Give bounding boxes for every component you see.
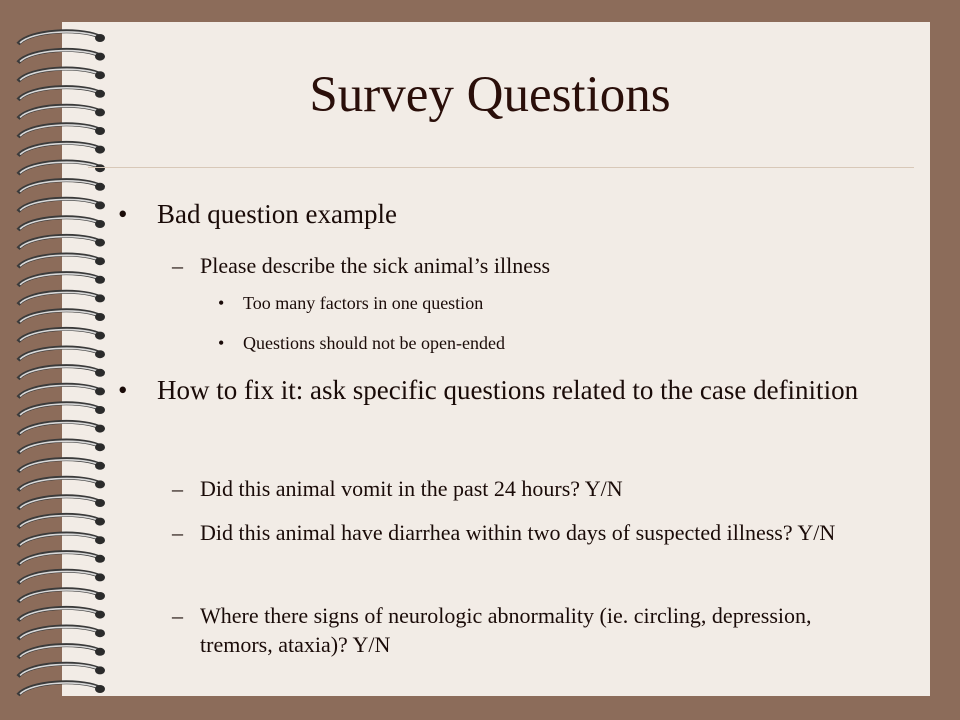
dash-marker: –: [172, 253, 183, 278]
binding-hole: [95, 332, 105, 340]
small-bullet-marker: •: [218, 293, 225, 313]
binding-hole: [95, 406, 105, 414]
binding-hole: [95, 294, 105, 302]
binding-hole: [95, 592, 105, 600]
sub-sub-bullet-not-open-ended: Questions should not be open-ended: [243, 333, 505, 353]
page-title: Survey Questions: [309, 67, 671, 123]
binding-hole: [95, 499, 105, 507]
bullet-marker: •: [118, 375, 128, 405]
binding-hole: [95, 34, 105, 42]
binding-hole: [95, 518, 105, 526]
title-divider: [88, 167, 914, 168]
binding-hole: [95, 611, 105, 619]
binding-hole: [95, 443, 105, 451]
binding-hole: [95, 164, 105, 172]
binding-hole: [95, 276, 105, 284]
binding-hole: [95, 685, 105, 693]
binding-hole: [95, 666, 105, 674]
binding-hole: [95, 648, 105, 656]
sub-bullet-diarrhea-question: Did this animal have diarrhea within two days of suspected illness? Y/N: [200, 520, 836, 545]
binding-hole: [95, 146, 105, 154]
binding-hole: [95, 350, 105, 358]
sub-bullet-neurologic-question: Where there signs of neurologic abnormality (ie. circling, depression, tremors, ataxia)? Y/N: [200, 603, 812, 657]
sub-bullet-describe-illness: Please describe the sick animal’s illness: [200, 253, 551, 278]
binding-hole: [95, 257, 105, 265]
bullet-marker: •: [118, 199, 128, 229]
binding-hole: [95, 462, 105, 470]
binding-hole: [95, 53, 105, 61]
bullet-how-to-fix: How to fix it: ask specific questions related to the case definition: [157, 375, 859, 405]
binding-hole: [95, 387, 105, 395]
binding-hole: [95, 629, 105, 637]
dash-marker: –: [172, 603, 183, 628]
binding-hole: [95, 555, 105, 563]
notebook-page: [62, 22, 930, 696]
sub-sub-bullet-too-many-factors: Too many factors in one question: [243, 293, 484, 313]
binding-hole: [95, 573, 105, 581]
binding-hole: [95, 536, 105, 544]
binding-hole: [95, 239, 105, 247]
binding-hole: [95, 201, 105, 209]
binding-hole: [95, 369, 105, 377]
binding-hole: [95, 425, 105, 433]
binding-hole: [95, 313, 105, 321]
dash-marker: –: [172, 520, 183, 545]
sub-bullet-vomit-question: Did this animal vomit in the past 24 hours? Y/N: [200, 476, 623, 501]
binding-hole: [95, 183, 105, 191]
small-bullet-marker: •: [218, 333, 225, 353]
bullet-bad-question-example: Bad question example: [157, 199, 397, 229]
binding-hole: [95, 480, 105, 488]
binding-hole: [95, 220, 105, 228]
dash-marker: –: [172, 476, 183, 501]
binding-hole: [95, 127, 105, 135]
